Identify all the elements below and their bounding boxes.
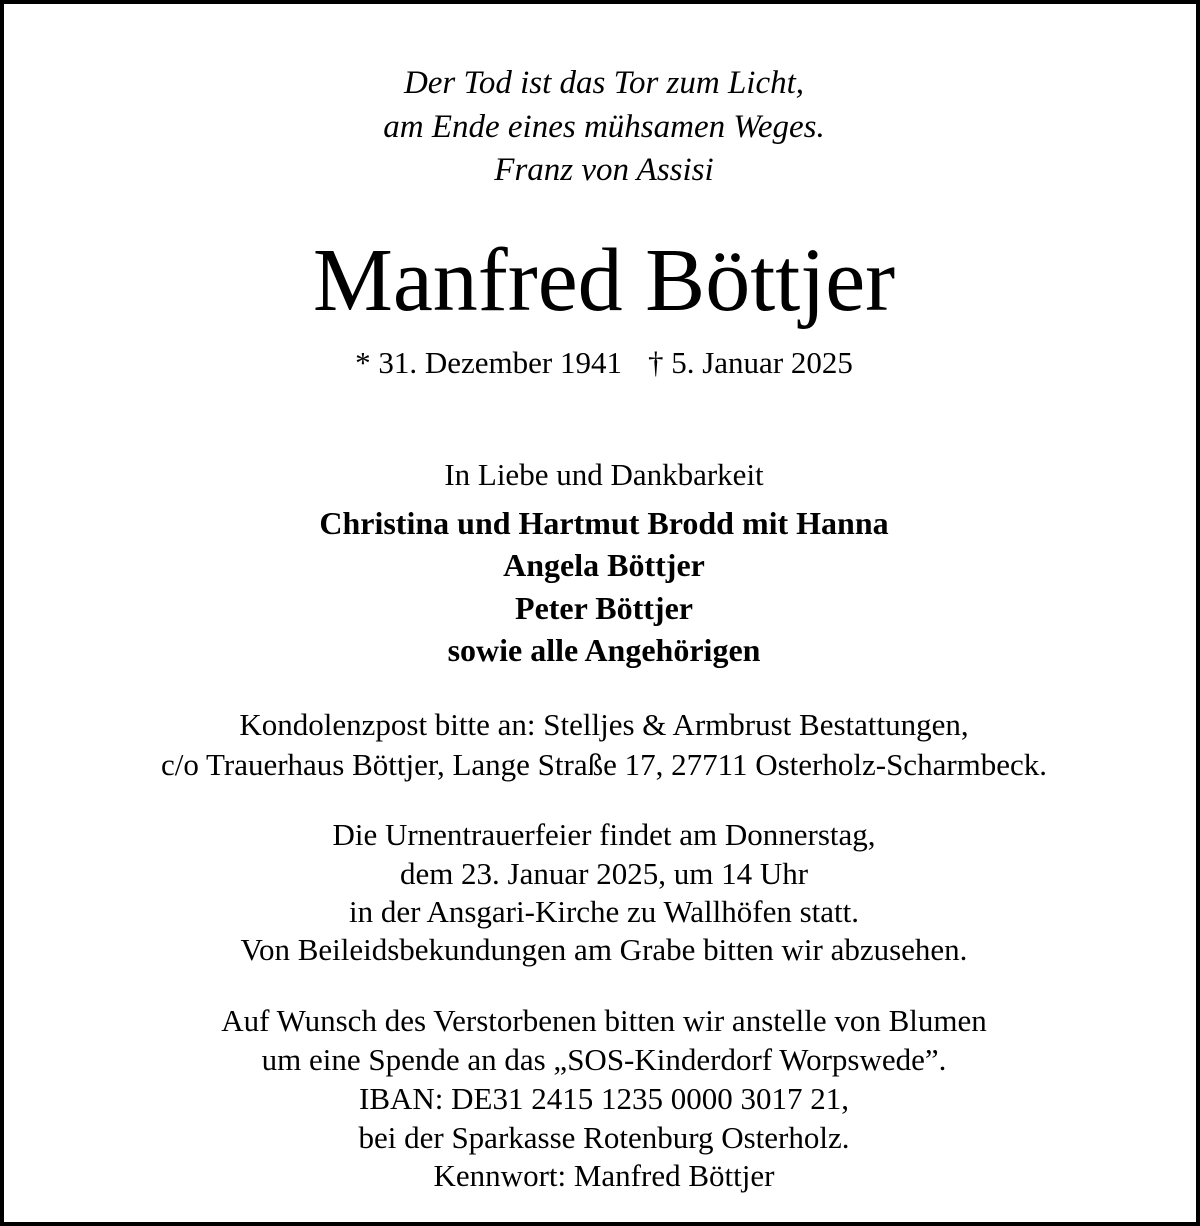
mourner-name-2: Angela Böttjer — [503, 547, 705, 583]
birth-date: * 31. Dezember 1941 — [355, 345, 622, 380]
deceased-name: Manfred Böttjer — [312, 231, 896, 330]
mourner-name-1: Christina und Hartmut Brodd mit Hanna — [319, 505, 889, 541]
condolence-line-2: c/o Trauerhaus Böttjer, Lange Straße 17, 27711 Osterholz-Scharmbeck. — [160, 747, 1048, 782]
mourners-intro: In Liebe und Dankbarkeit — [444, 457, 764, 492]
donation-iban: IBAN: DE31 2415 1235 0000 3017 21, — [359, 1081, 849, 1116]
service-line-1: Die Urnentrauerfeier findet am Donnerstag, — [332, 817, 876, 852]
service-line-2: dem 23. Januar 2025, um 14 Uhr — [399, 856, 809, 891]
service-line-3: in der Ansgari-Kirche zu Wallhöfen statt. — [348, 894, 859, 929]
quote-line-1: Der Tod ist das Tor zum Licht, — [403, 65, 805, 101]
mourner-name-4: sowie alle Angehörigen — [447, 632, 761, 668]
quote-author: Franz von Assisi — [494, 152, 714, 188]
service-line-4: Von Beileidsbekundungen am Grabe bitten wir abzusehen. — [240, 932, 968, 967]
death-date: † 5. Januar 2025 — [647, 345, 853, 380]
life-dates — [4, 347, 1200, 378]
donation-line-1: Auf Wunsch des Verstorbenen bitten wir anstelle von Blumen — [221, 1003, 987, 1038]
donation-line-2: um eine Spende an das „SOS-Kinderdorf Worpswede”. — [261, 1042, 947, 1077]
donation-keyword: Kennwort: Manfred Böttjer — [433, 1158, 775, 1193]
mourner-name-3: Peter Böttjer — [515, 590, 693, 626]
quote-line-2: am Ende eines mühsamen Weges. — [383, 109, 825, 145]
donation-bank: bei der Sparkasse Rotenburg Osterholz. — [358, 1120, 850, 1155]
condolence-line-1: Kondolenzpost bitte an: Stelljes & Armbrust Bestattungen, — [239, 707, 969, 742]
